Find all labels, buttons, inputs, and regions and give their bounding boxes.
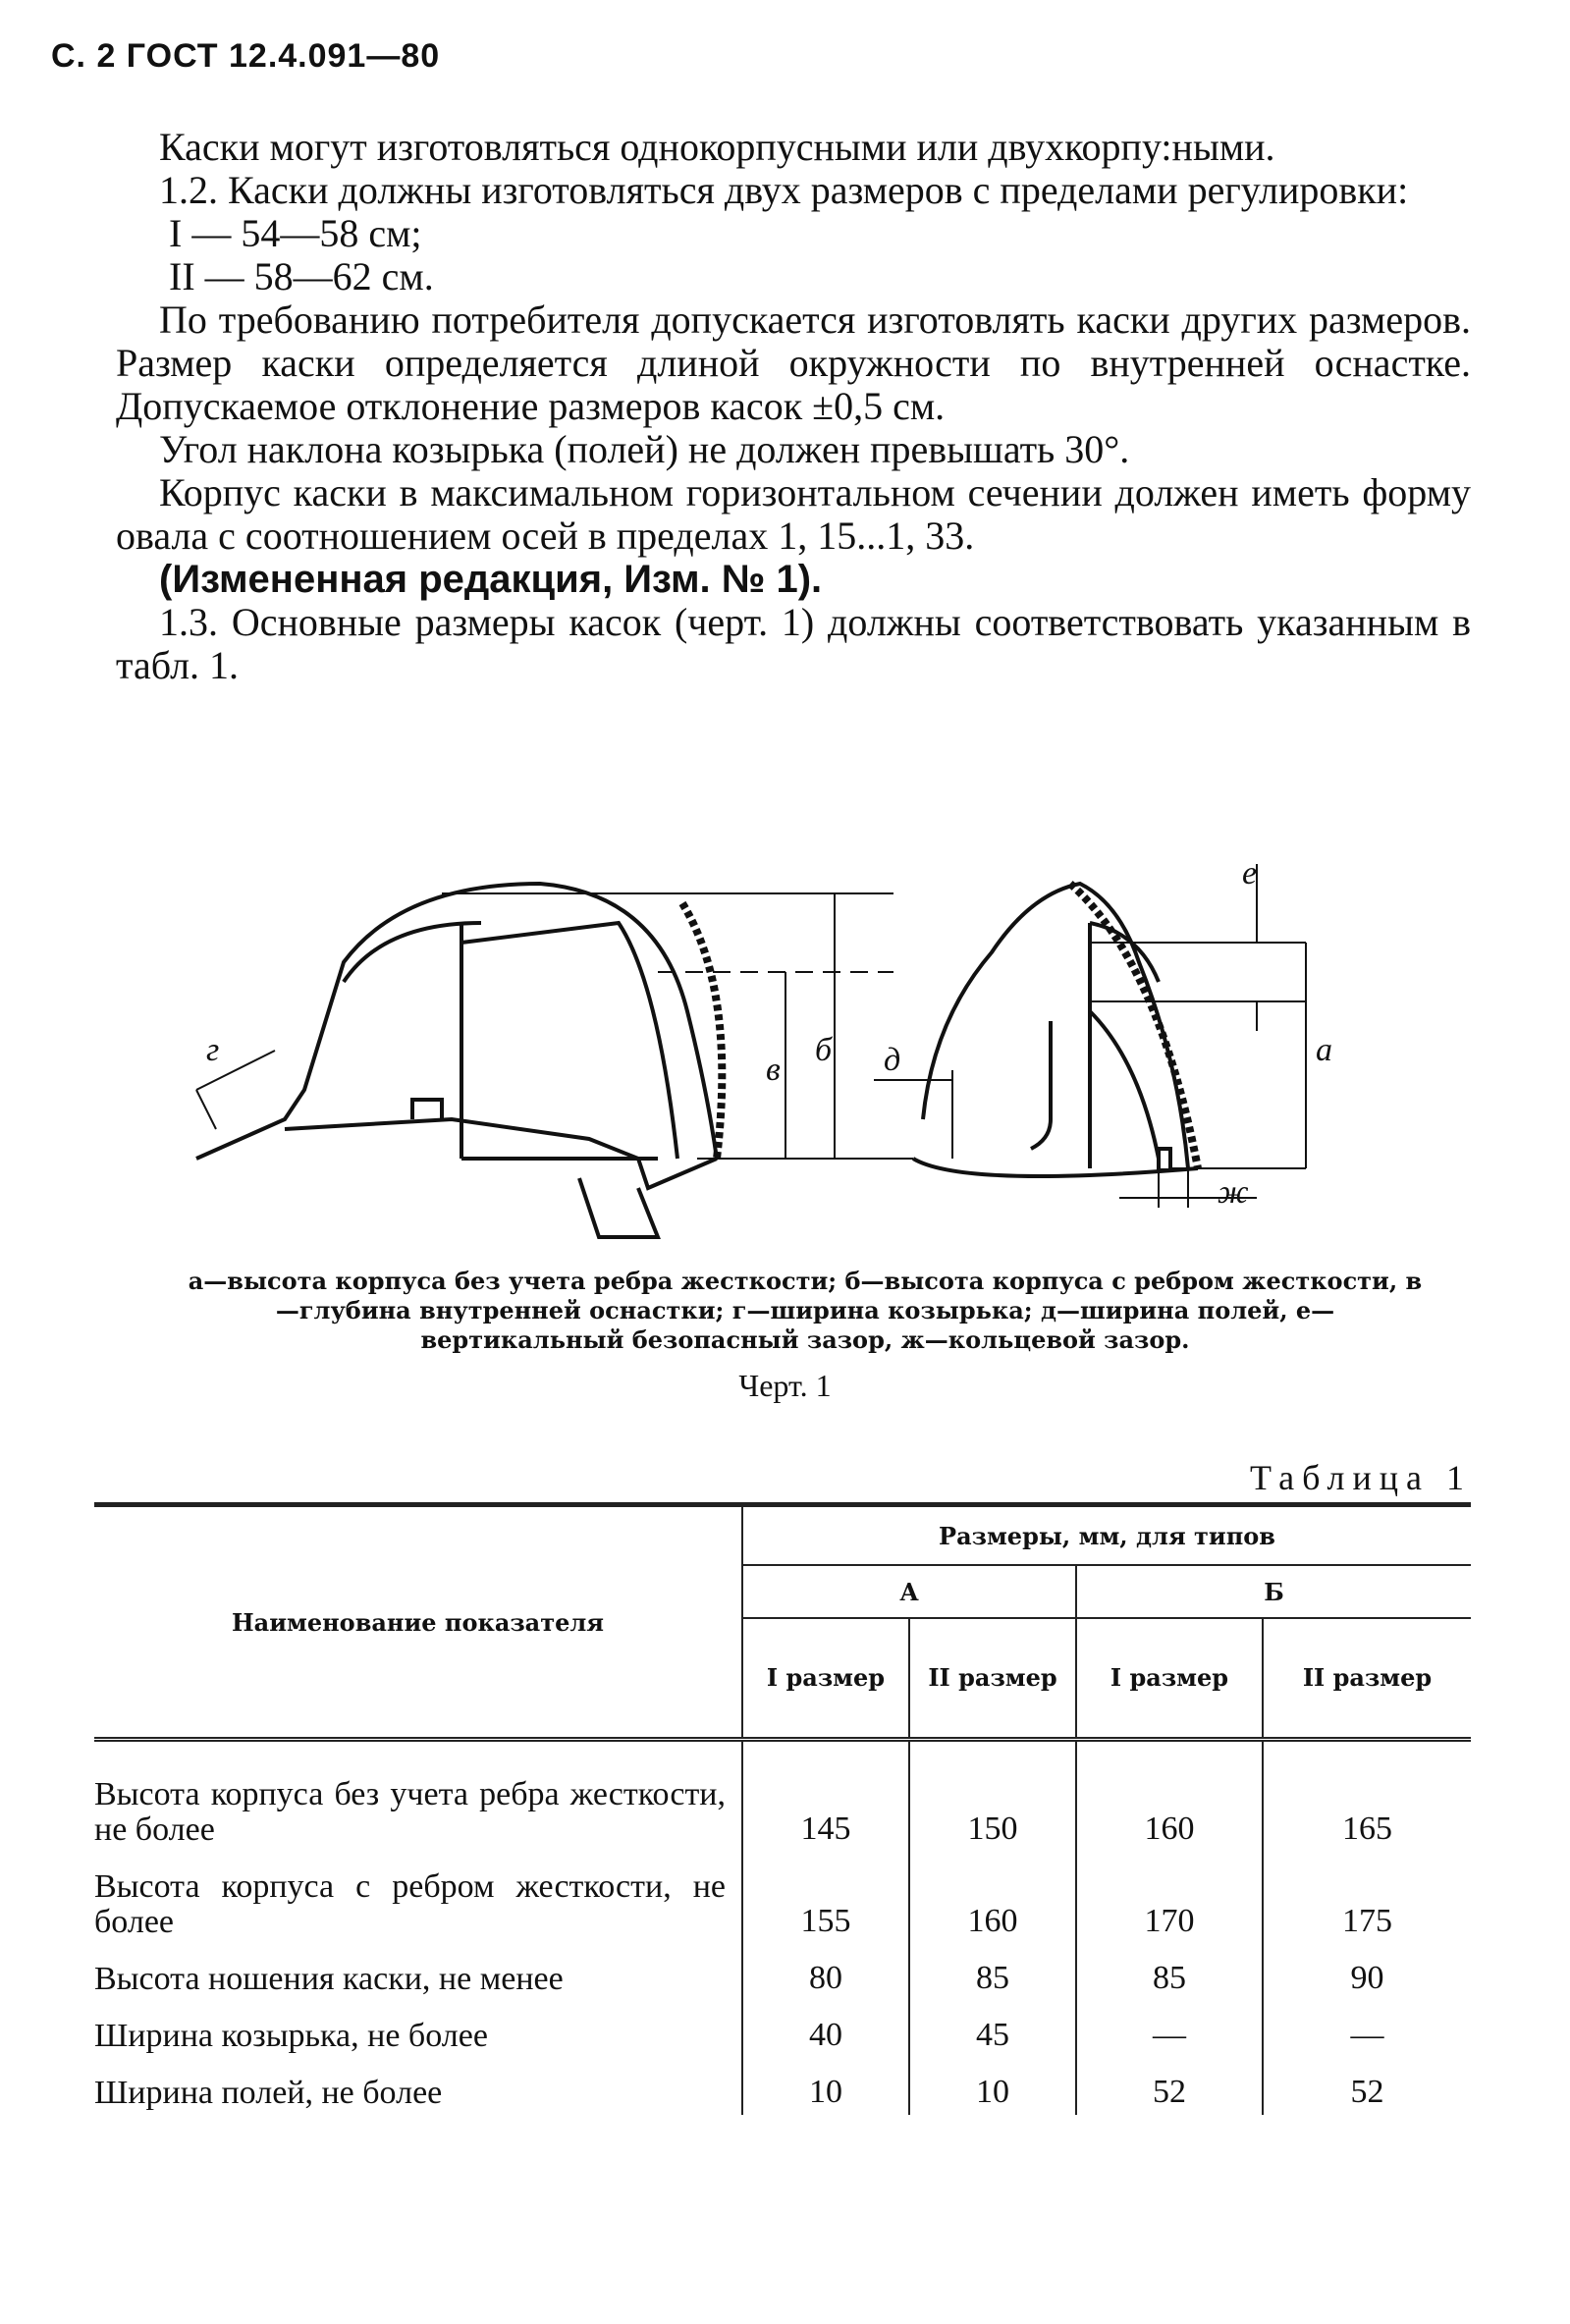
type-b-header: Б [1076,1565,1471,1618]
label-a: а [1316,1032,1332,1068]
helmet-labels-a [206,1032,834,1088]
sizes-header: Размеры, мм, для типов [742,1505,1471,1566]
cell-value: 160 [909,1852,1076,1944]
body-text [116,126,1471,687]
cell-value: 85 [1076,1944,1263,2001]
paragraph-1-2: 1.2. Каски должны изготовляться двух размеров с пределами регулировки: [159,168,1409,212]
size-header: I размер [742,1618,909,1740]
cell-value: 85 [909,1944,1076,2001]
paragraph: Угол наклона козырька (полей) не должен превышать 30°. [159,427,1130,471]
row-name: Ширина козырька, не более [94,2017,488,2054]
cell-value: — [1263,2001,1471,2058]
row-name: Высота корпуса с ребром жесткости, не более [94,1867,726,1940]
label-e: е [1242,864,1258,892]
size-header: II размер [909,1618,1076,1740]
figure-title: Черт. 1 [738,1368,832,1403]
table-row [94,1759,1471,1852]
cell-value: 145 [742,1759,909,1852]
cell-value: 90 [1263,1944,1471,2001]
size-range-2: II — 58—62 см. [169,254,434,298]
page-header: С. 2 ГОСТ 12.4.091—80 [51,37,441,75]
name-header: Наименование показателя [94,1505,742,1740]
helmet-side-view-a [196,884,913,1237]
cell-value: 52 [1076,2058,1263,2115]
cell-value: 10 [742,2058,909,2115]
paragraph: Каски могут изготовляться однокорпусными или двухкорпу:ными. [159,125,1275,169]
table-row [94,1852,1471,1944]
label-zh: ж [1218,1174,1249,1211]
dimensions-table [94,1502,1471,2115]
table-title: Таблица 1 [1250,1458,1472,1497]
table-row [94,1944,1471,2001]
table-row [94,2058,1471,2115]
figure-caption: а—высота корпуса без учета ребра жесткости; б—высота корпуса с ребром жесткости, в—глубина внутренней оснастки; г—ширина козырька; д—ширина полей, е—вертикальный безопасный зазор, ж—кольцевой зазор. [188,1267,1423,1354]
type-a-header: А [742,1565,1076,1618]
cell-value: 175 [1263,1852,1471,1944]
label-v: в [766,1052,781,1088]
cell-value: 170 [1076,1852,1263,1944]
paragraph: Корпус каски в максимальном горизонтальном сечении должен иметь форму овала с соотношением осей в пределах 1, 15...1, 33. [116,470,1471,558]
cell-value: 10 [909,2058,1076,2115]
paragraph-1-3: 1.3. Основные размеры касок (черт. 1) должны соответствовать указанным в табл. 1. [116,600,1471,687]
cell-value: 40 [742,2001,909,2058]
helmet-drawing [147,864,1483,1257]
row-name: Высота корпуса без учета ребра жесткости, не более [94,1775,726,1848]
table-row [94,2001,1471,2058]
cell-value: 45 [909,2001,1076,2058]
helmet-side-view-b [874,864,1306,1208]
cell-value: 160 [1076,1759,1263,1852]
cell-value: 52 [1263,2058,1471,2115]
cell-value: 165 [1263,1759,1471,1852]
size-header: II размер [1263,1618,1471,1740]
cell-value: 80 [742,1944,909,2001]
helmet-labels-b [884,864,1332,1211]
row-name: Ширина полей, не более [94,2074,443,2111]
row-name: Высота ношения каски, не менее [94,1960,564,1997]
label-g: г [206,1032,220,1068]
cell-value: 155 [742,1852,909,1944]
amendment-note: (Измененная редакция, Изм. № 1). [159,558,823,601]
size-header: I размер [1076,1618,1263,1740]
label-d: д [884,1042,901,1078]
label-b: б [815,1032,833,1068]
paragraph: По требованию потребителя допускается изготовлять каски других размеров. Размер каски определяется длиной окружности по внутренней оснастке. Допускаемое отклонение размеров касок ±0,5 см. [116,297,1471,428]
size-range-1: I — 54—58 см; [169,211,422,255]
cell-value: 150 [909,1759,1076,1852]
cell-value: — [1076,2001,1263,2058]
